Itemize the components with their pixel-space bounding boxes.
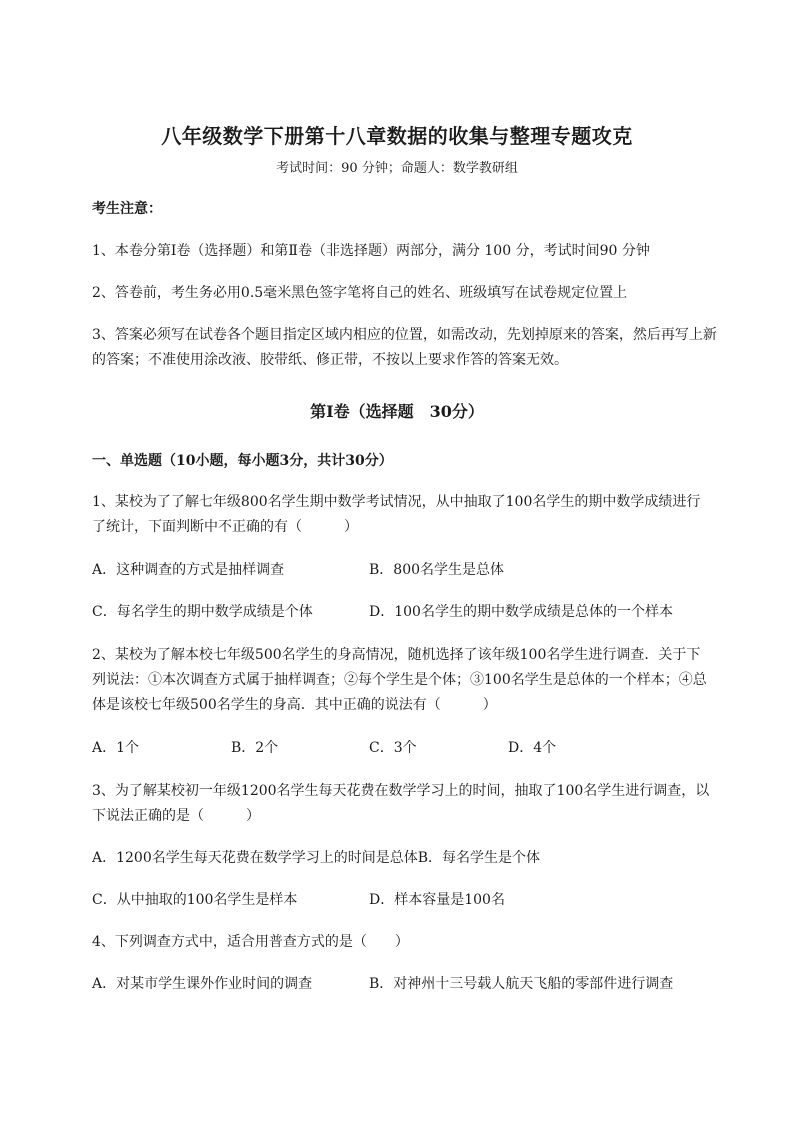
- question-2-line-1: 2、某校为了解本校七年级500名学生的身高情况，随机选择了该年级100名学生进行调查．关于下: [92, 647, 701, 663]
- question-4-line-1: 4、下列调查方式中，适合用普查方式的是（ ）: [92, 934, 409, 950]
- question-3-line-1: 3、为了解某校初一年级1200名学生每天花费在数学学习上的时间，抽取了100名学生进行调查，以: [92, 783, 710, 799]
- question-1-option-d[interactable]: D．100名学生的期中数学成绩是总体的一个样本: [369, 604, 673, 620]
- notice-item-3-cont: 的答案；不准使用涂改液、胶带纸、修正带，不按以上要求作答的答案无效。: [92, 352, 568, 368]
- question-3-option-c[interactable]: C．从中抽取的100名学生是样本: [92, 892, 298, 908]
- question-3-line-2: 下说法正确的是（ ）: [92, 808, 260, 824]
- notice-item-1: 1、本卷分第Ⅰ卷（选择题）和第Ⅱ卷（非选择题）两部分，满分 100 分，考试时间90 分钟: [92, 243, 650, 259]
- question-2-line-2: 列说法：①本次调查方式属于抽样调查；②每个学生是个体；③100名学生是总体的一个样本；④总: [92, 672, 707, 688]
- question-1-option-b[interactable]: B．800名学生是总体: [369, 562, 505, 578]
- part-heading: 一、单选题（10小题，每小题3分，共计30分）: [92, 453, 393, 469]
- question-2-option-b[interactable]: B．2个: [231, 740, 279, 756]
- section-title: 第Ⅰ卷（选择题 30分）: [310, 402, 484, 421]
- question-1-line-1: 1、某校为了了解七年级800名学生期中数学考试情况，从中抽取了100名学生的期中数学成绩进行: [92, 494, 701, 510]
- question-1-option-a[interactable]: A．这种调查的方式是抽样调查: [92, 562, 285, 578]
- question-2-option-a[interactable]: A．1个: [92, 740, 140, 756]
- question-4-option-b[interactable]: B．对神州十三号载人航天飞船的零部件进行调查: [369, 976, 674, 992]
- notice-item-3: 3、答案必须写在试卷各个题目指定区域内相应的位置，如需改动，先划掉原来的答案，然后再写上新: [92, 327, 717, 343]
- question-1-option-c[interactable]: C．每名学生的期中数学成绩是个体: [92, 604, 313, 620]
- exam-subtitle: 考试时间：90 分钟；命题人：数学教研组: [276, 161, 518, 176]
- question-1-line-2: 了统计，下面判断中不正确的有（ ）: [92, 519, 358, 535]
- question-3-option-ab[interactable]: A．1200名学生每天花费在数学学习上的时间是总体B．每名学生是个体: [92, 850, 541, 866]
- question-2-line-3: 体是该校七年级500名学生的身高．其中正确的说法有（ ）: [92, 697, 497, 713]
- question-3-option-d[interactable]: D．样本容量是100名: [369, 892, 505, 908]
- notice-heading: 考生注意：: [92, 201, 162, 217]
- notice-item-2: 2、答卷前，考生务必用0.5毫米黑色签字笔将自己的姓名、班级填写在试卷规定位置上: [92, 285, 628, 301]
- question-4-option-a[interactable]: A．对某市学生课外作业时间的调查: [92, 976, 313, 992]
- page-title: 八年级数学下册第十八章数据的收集与整理专题攻克: [161, 124, 633, 148]
- question-2-option-d[interactable]: D．4个: [508, 740, 557, 756]
- question-2-option-c[interactable]: C．3个: [369, 740, 417, 756]
